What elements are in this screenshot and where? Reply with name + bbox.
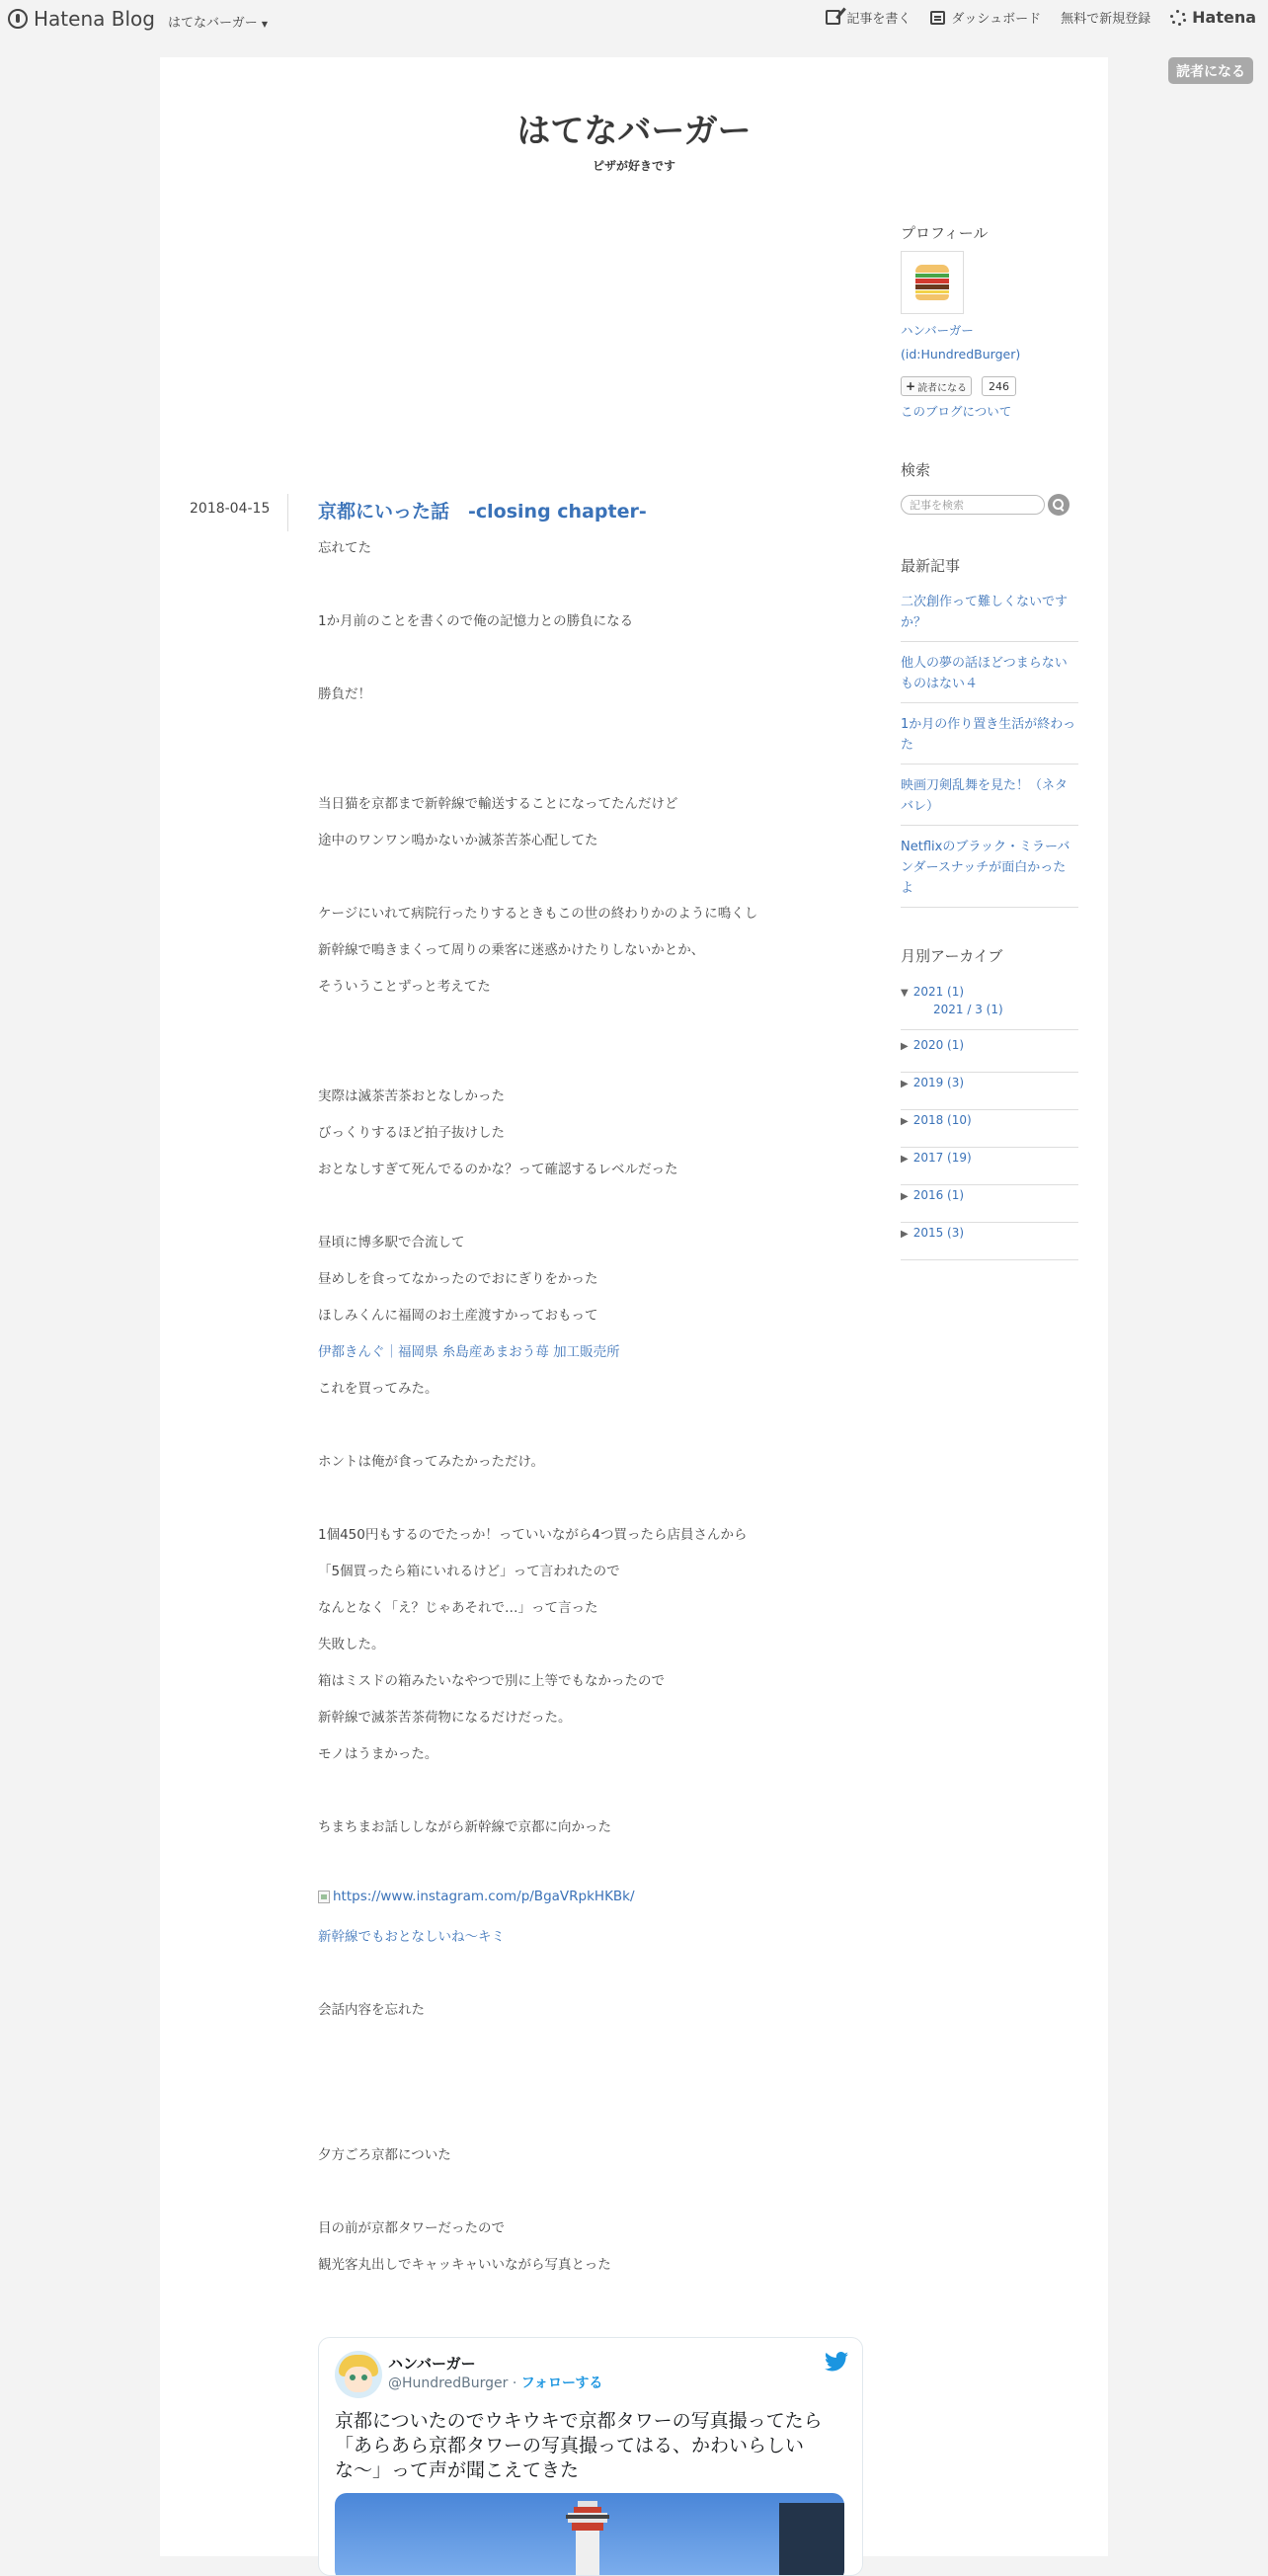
archive-year-row[interactable]: [901, 1110, 1078, 1148]
dashboard-icon: [930, 11, 945, 25]
tweet-avatar[interactable]: [335, 2351, 382, 2398]
plus-icon: +: [906, 379, 916, 393]
entry-paragraph: 昼頃に博多駅で合流して: [318, 1235, 465, 1250]
entry-link[interactable]: 新幹線でもおとなしいね〜キミ: [318, 1929, 505, 1945]
entry-paragraph: 夕方ごろ京都についた: [318, 2147, 451, 2163]
collapsed-triangle-icon[interactable]: ▶: [901, 1041, 909, 1052]
entry-paragraph: なんとなく「え？じゃあそれで…」って言った: [318, 1600, 598, 1616]
entry-paragraph: 箱はミスドの箱みたいなやつで別に上等でもなかったので: [318, 1673, 665, 1689]
archive-year-row[interactable]: [901, 982, 1078, 1030]
recent-heading: 最新記事: [901, 557, 961, 575]
hatena-blog-logo-icon: [8, 9, 28, 29]
tweet-author-handle: [388, 2373, 602, 2392]
embedded-tweet[interactable]: [318, 2337, 863, 2576]
archive-heading: 月別アーカイブ: [901, 947, 1003, 965]
blog-description: ピザが好きです: [592, 159, 675, 173]
entry-paragraph: 1か月前のことを書くので俺の記憶力との勝負になる: [318, 613, 634, 629]
recent-entry-link[interactable]: 二次創作って難しくないですか？: [901, 592, 1078, 642]
entry-paragraph: モノはうまかった。: [318, 1746, 438, 1762]
archive-year-text[interactable]: 2015 (3): [912, 1226, 965, 1240]
dashboard-label: ダッシュボード: [951, 12, 1042, 27]
entry-paragraph: ホントは俺が食ってみたかっただけ。: [318, 1454, 544, 1470]
pen-icon: [826, 10, 840, 25]
archive-year-label[interactable]: [901, 985, 964, 999]
archive-month-link[interactable]: 2021 / 3 (1): [933, 1003, 1003, 1016]
blog-container: [160, 57, 1108, 2556]
entry-paragraph: おとなしすぎて死んでるのかな？って確認するレベルだった: [318, 1162, 678, 1177]
entry-paragraph: 実際は滅茶苦茶おとなしかった: [318, 1088, 505, 1104]
archive-year-label[interactable]: [901, 1188, 964, 1202]
collapsed-triangle-icon[interactable]: ▶: [901, 1191, 909, 1202]
entry-broken-image[interactable]: [318, 1889, 635, 1904]
archive-year-row[interactable]: [901, 1223, 1078, 1260]
entry-paragraph: 忘れてた: [318, 540, 371, 556]
collapsed-triangle-icon[interactable]: ▶: [901, 1229, 909, 1240]
archive-year-row[interactable]: [901, 1035, 1078, 1073]
recent-entry-link[interactable]: Netflixのブラック・ミラーバンダースナッチが面白かったよ: [901, 837, 1078, 908]
recent-entry-link[interactable]: 映画刀剣乱舞を見た！（ネタバレ）: [901, 775, 1078, 826]
search-heading: 検索: [901, 461, 931, 479]
archive-year-label[interactable]: [901, 1076, 964, 1089]
tweet-photo-kyoto-tower[interactable]: [335, 2493, 844, 2576]
entry-date[interactable]: 2018-04-15: [190, 501, 271, 517]
collapsed-triangle-icon[interactable]: ▶: [901, 1154, 909, 1165]
archive-year-label[interactable]: [901, 1226, 964, 1240]
archive-year-text[interactable]: 2017 (19): [912, 1151, 972, 1165]
broken-image-icon: [318, 1891, 330, 1903]
collapsed-triangle-icon[interactable]: ▶: [901, 1116, 909, 1127]
entry-paragraph: 途中のワンワン鳴かないか滅茶苦茶心配してた: [318, 833, 598, 848]
archive-year-text[interactable]: 2016 (1): [912, 1188, 965, 1202]
archive-year-text[interactable]: 2021 (1): [912, 985, 965, 999]
search-input[interactable]: 記事を検索: [901, 495, 1045, 515]
archive-year-label[interactable]: [901, 1151, 972, 1165]
entry-paragraph: 当日猫を京都まで新幹線で輸送することになってたんだけど: [318, 796, 678, 812]
entry-paragraph: 「5個買ったら箱にいれるけど」って言われたので: [318, 1564, 620, 1579]
archive-year-row[interactable]: [901, 1073, 1078, 1110]
entry-divider: [287, 494, 288, 531]
hatena-label: Hatena: [1192, 8, 1256, 27]
reader-count[interactable]: 246: [982, 376, 1016, 396]
entry-paragraph: 観光客丸出しでキャッキャいいながら写真とった: [318, 2257, 611, 2273]
entry-paragraph: 勝負だ！: [318, 686, 371, 702]
tweet-separator: ·: [512, 2375, 517, 2391]
archive-year-text[interactable]: 2020 (1): [912, 1038, 965, 1052]
write-label: 記事を書く: [846, 12, 911, 27]
entry-paragraph: 目の前が京都タワーだったので: [318, 2220, 505, 2236]
tweet-handle[interactable]: @HundredBurger: [388, 2375, 509, 2391]
entry-paragraph: 新幹線で鳴きまくって周りの乗客に迷惑かけたりしないかとか、: [318, 942, 705, 958]
expanded-triangle-icon[interactable]: ▼: [901, 988, 909, 999]
tweet-author-name[interactable]: ハンバーガー: [388, 2355, 476, 2373]
entry-paragraph: 新幹線で滅茶苦茶荷物になるだけだった。: [318, 1710, 572, 1726]
archive-year-text[interactable]: 2019 (3): [912, 1076, 965, 1089]
signup-label: 無料で新規登録: [1061, 12, 1151, 27]
tweet-text: 京都についたのでウキウキで京都タワーの写真撮ってたら「あらあら京都タワーの写真撮ってはる、かわいらしいな〜」って声が聞こえてきた: [335, 2410, 823, 2481]
global-header: [0, 0, 1268, 40]
entry-paragraph: 失敗した。: [318, 1637, 385, 1652]
profile-id-link[interactable]: (id:HundredBurger): [901, 347, 1021, 362]
search-icon[interactable]: [1048, 494, 1070, 516]
entry-paragraph: 昼めしを食ってなかったのでおにぎりをかった: [318, 1271, 598, 1287]
write-entry-link[interactable]: [826, 8, 911, 27]
entry-paragraph: ケージにいれて病院行ったりするときもこの世の終わりかのように鳴くし: [318, 906, 758, 922]
profile-reader-button[interactable]: [901, 376, 972, 396]
archive-year-row[interactable]: [901, 1148, 1078, 1185]
archive-year-label[interactable]: [901, 1113, 972, 1127]
follow-blog-button[interactable]: 読者になる: [1168, 57, 1253, 84]
recent-entry-link[interactable]: 他人の夢の話ほどつまらないものはない４: [901, 653, 1078, 703]
archive-year-text[interactable]: 2018 (10): [912, 1113, 972, 1127]
collapsed-triangle-icon[interactable]: ▶: [901, 1079, 909, 1089]
reader-button-label: 読者になる: [917, 382, 968, 394]
entry-paragraph: ほしみくんに福岡のお土産渡すかっておもって: [318, 1308, 598, 1324]
signup-link[interactable]: [1061, 8, 1150, 27]
entry-paragraph: 会話内容を忘れた: [318, 2002, 425, 2018]
entry-paragraph: 1個450円もするのでたっか！っていいながら4つ買ったら店員さんから: [318, 1527, 748, 1543]
entry-paragraph: そういうことずっと考えてた: [318, 979, 491, 995]
profile-heading: プロフィール: [901, 224, 989, 242]
twitter-bird-icon[interactable]: [825, 2352, 848, 2372]
profile-name-link[interactable]: ハンバーガー: [901, 323, 974, 338]
entry-link[interactable]: 伊都きんぐ｜福岡県 糸島産あまおう苺 加工販売所: [318, 1344, 620, 1360]
archive-year-label[interactable]: [901, 1038, 964, 1052]
building-silhouette: [779, 2503, 844, 2576]
blog-menu-label: はてなバーガー: [168, 16, 258, 31]
recent-entry-link[interactable]: 1か月の作り置き生活が終わった: [901, 714, 1078, 765]
caret-down-icon: ▼: [261, 20, 269, 29]
hamburger-icon: [915, 265, 949, 300]
entry-title[interactable]: 京都にいった話 -closing chapter-: [318, 501, 647, 523]
entry-paragraph: ちまちまお話ししながら新幹線で京都に向かった: [318, 1819, 611, 1835]
profile-avatar[interactable]: [901, 251, 964, 314]
blog-title[interactable]: はてなバーガー: [516, 112, 752, 151]
tweet-follow-link[interactable]: フォローする: [520, 2375, 603, 2391]
dashboard-link[interactable]: [930, 8, 1041, 27]
archive-year-row[interactable]: [901, 1185, 1078, 1223]
kyoto-tower-illustration: [538, 2501, 637, 2576]
logo-text: Hatena Blog: [34, 7, 155, 31]
about-blog-link[interactable]: このブログについて: [901, 404, 1012, 419]
entry-paragraph: びっくりするほど拍子抜けした: [318, 1125, 505, 1141]
hatena-dots-icon: [1170, 10, 1186, 26]
entry-paragraph: これを買ってみた。: [318, 1381, 438, 1397]
blog-menu[interactable]: [168, 12, 268, 31]
hatena-blog-logo[interactable]: [8, 7, 155, 31]
image-alt-text: https://www.instagram.com/p/BgaVRpkHKBk/: [333, 1889, 635, 1904]
hatena-menu[interactable]: [1170, 8, 1256, 27]
